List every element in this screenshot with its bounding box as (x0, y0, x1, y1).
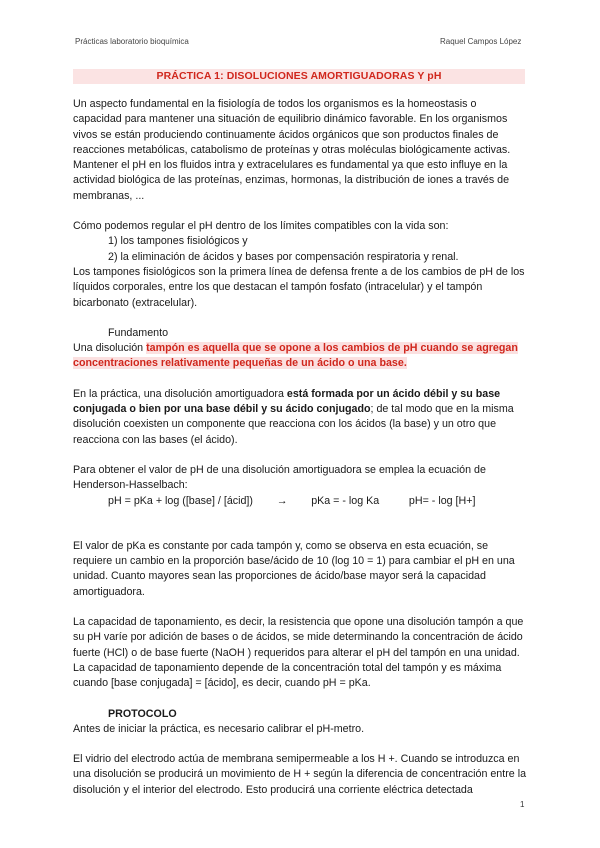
equation-lead: Para obtener el valor de pH de una disolución amortiguadora se emplea la ecuación de Henderson-Hasselbach: (73, 463, 486, 492)
fundamento-heading: Fundamento (108, 326, 169, 339)
regulation-item-1: 1) los tampones fisiológicos y (108, 235, 248, 248)
arrow-icon: → (276, 494, 288, 507)
definition-highlight: tampón es aquella que se opone a los cambios de pH cuando se agregan concentraciones relativamente pequeñas de un ácido o una base. (73, 342, 518, 370)
page-title: PRÁCTICA 1: DISOLUCIONES AMORTIGUADORAS Y pH (156, 70, 442, 82)
document-body (73, 97, 528, 798)
electrode-paragraph: El vidrio del electrodo actúa de membrana semipermeable a los H +. Cuando se introduzca en una disolución se producirá un movimiento de H + según la diferencia de concentración entre la disolución y el interior del electrodo. Esto producirá una corriente eléctrica detectada (73, 753, 527, 796)
regulation-item-2: 2) la eliminación de ácidos y bases por compensación respiratoria y renal. (108, 250, 459, 263)
pka-paragraph: El valor de pKa es constante por cada tampón y, como se observa en esta ecuación, se requiere un cambio en la proporción base/ácido de 10 (log 10 = 1) para cambiar el pH en una unidad. Cuanto mayores sean las proporciones de ácido/base mayor será la capacidad amortiguadora. (73, 539, 515, 598)
practice-suffix: ; de tal modo que en la misma disolución coexisten un componente que reacciona con los ácidos (la base) y un otro que reacciona con las bases (el ácido). (73, 403, 514, 446)
page-number: 1 (520, 800, 525, 809)
protocolo-line: Antes de iniciar la práctica, es necesario calibrar el pH-metro. (73, 722, 365, 735)
capacity-paragraph: La capacidad de taponamiento, es decir, la resistencia que opone una disolución tampón a que su pH varíe por adición de bases o de ácidos, se mide determinando la concentración de ácido fuerte (HCl) o de base fuerte (NaOH ) requeridos para alterar el pH del tampón en una unidad. La capacidad de taponamiento depende de la concentración total del tampón y es máxima cuando [base conjugada] = [ácido], es decir, cuando pH = pKa. (73, 616, 524, 690)
pka-equation: pKa = - log Ka (311, 494, 380, 507)
regulation-paragraph: Los tampones fisiológicos son la primera línea de defensa frente a de los cambios de pH de los líquidos corporales, entre los que destacan el tampón fosfato (intracelular) y el tampón bicarbonato (extracelular). (73, 265, 525, 309)
regulation-lead: Cómo podemos regular el pH dentro de los límites compatibles con la vida son: (73, 220, 449, 233)
equation-line (73, 494, 528, 509)
practice-bold: está formada por un ácido débil y su base conjugada o bien por una base débil y su ácido conjugado (73, 387, 501, 416)
header-course: Prácticas laboratorio bioquímica (75, 37, 189, 46)
practice-paragraph (73, 387, 528, 448)
practice-prefix: En la práctica, una disolución amortiguadora (73, 387, 287, 400)
ph-equation: pH= - log [H+] (408, 494, 476, 507)
fundamento-definition (73, 341, 528, 372)
intro-paragraph: Un aspecto fundamental en la fisiología de todos los organismos es la homeostasis o capacidad para mantener una situación de equilibrio dinámico favorable. En los organismos vivos se están produciendo continuamente ácidos orgánicos que son productos finales de reacciones metabólicas, catabolismo de proteínas y otras moléculas biológicamente activas. Mantener el pH en los fluidos intra y extracelulares es fundamental ya que esto influye en la actividad biológica de las proteínas, enzimas, hormonas, la distribución de iones a través de membranas, ... (73, 98, 511, 202)
header-author: Raquel Campos López (440, 37, 522, 46)
definition-prefix: Una disolución (73, 342, 147, 355)
hh-equation: pH = pKa + log ([base] / [ácid]) (108, 494, 253, 507)
protocolo-heading: PROTOCOLO (108, 707, 177, 720)
